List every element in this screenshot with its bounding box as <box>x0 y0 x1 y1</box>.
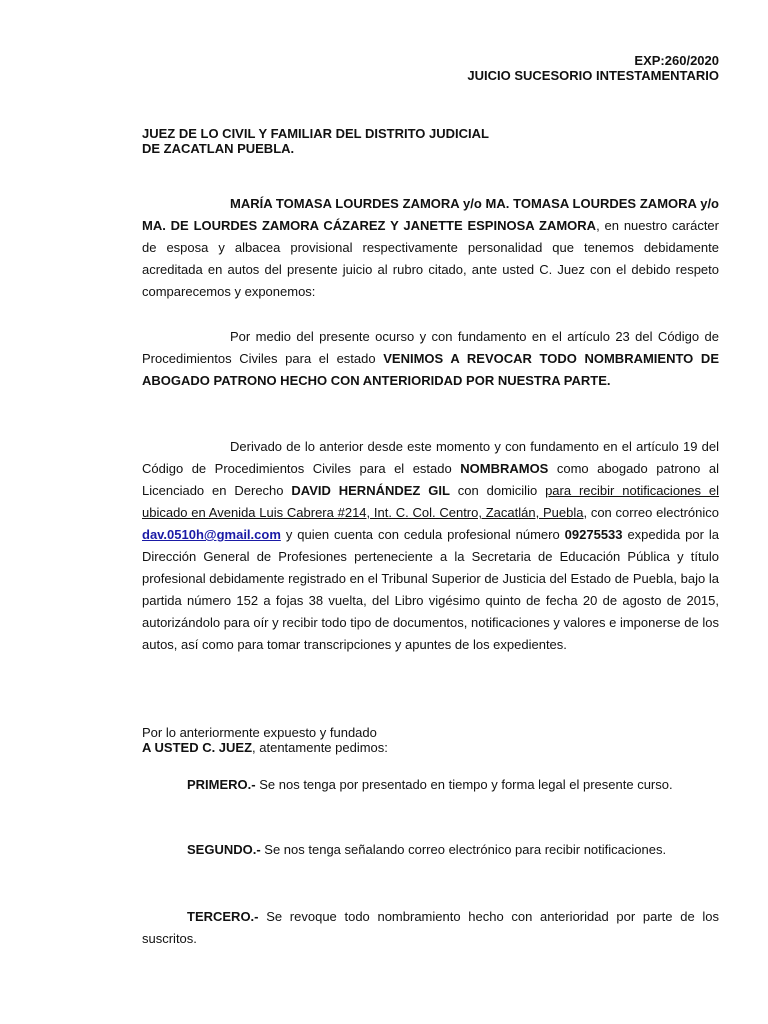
intro-paragraph <box>142 193 719 303</box>
case-type: JUICIO SUCESORIO INTESTAMENTARIO <box>467 68 719 83</box>
professional-license-number: 09275533 <box>564 527 623 542</box>
petition-item <box>142 774 719 796</box>
closing-line-2 <box>142 740 719 755</box>
appointment-text-3: con domicilio <box>449 483 546 498</box>
petition-label: SEGUNDO.- <box>187 842 261 857</box>
petition-label: TERCERO.- <box>187 909 259 924</box>
revocation-text: Por medio del presente ocurso y con fundamento en el artículo 23 del Código de Procedimientos Civiles para el estado <box>142 329 719 366</box>
petition-item <box>142 839 719 861</box>
notification-address: para recibir notificaciones el ubicado en Avenida Luis Cabrera #214, Int. C. Col. Centro, Zacatlán, Puebla <box>142 483 720 520</box>
case-header <box>467 53 719 83</box>
revocation-statement: VENIMOS A REVOCAR TODO NOMBRAMIENTO DE ABOGADO PATRONO HECHO CON ANTERIORIDAD POR NUESTRA PARTE. <box>142 351 719 388</box>
lawyer-name: DAVID HERNÁNDEZ GIL <box>291 483 450 498</box>
addressee <box>142 126 642 156</box>
case-number: EXP:260/2020 <box>634 53 719 68</box>
appointment-text-1: Derivado de lo anterior desde este momento y con fundamento en el artículo 19 del Código de Procedimientos Civiles para el estado <box>142 439 719 476</box>
appoint-keyword: NOMBRAMOS <box>460 461 549 476</box>
appointment-text-2: como abogado patrono al Licenciado en Derecho <box>142 461 719 498</box>
appointment-text-4: , con correo electrónico <box>583 505 720 520</box>
addressee-line-1: JUEZ DE LO CIVIL Y FAMILIAR DEL DISTRITO JUDICIAL <box>142 126 489 141</box>
petitioner-names: MARÍA TOMASA LOURDES ZAMORA y/o MA. TOMASA LOURDES ZAMORA y/o MA. DE LOURDES ZAMORA CÁZAREZ Y JANETTE ESPINOSA ZAMORA <box>142 196 719 233</box>
petition-label: PRIMERO.- <box>187 777 256 792</box>
intro-text: , en nuestro carácter de esposa y albacea provisional respectivamente personalidad que tenemos debidamente acreditada en autos del presente juicio al rubro citado, ante usted C. Juez con el debido respeto comparecemos y exponemos: <box>142 218 719 299</box>
addressee-line-2: DE ZACATLAN PUEBLA. <box>142 141 295 156</box>
appointment-text-5: y quien cuenta con cedula profesional número <box>280 527 565 542</box>
closing-request: , atentamente pedimos: <box>252 740 388 755</box>
petition-text: Se nos tenga señalando correo electrónico para recibir notificaciones. <box>260 842 667 857</box>
closing-line-1: Por lo anteriormente expuesto y fundado <box>142 725 377 740</box>
petition-text: Se nos tenga por presentado en tiempo y forma legal el presente curso. <box>255 777 673 792</box>
judge-address: A USTED C. JUEZ <box>142 740 253 755</box>
revocation-paragraph <box>142 326 719 392</box>
petition-item <box>142 906 719 950</box>
email-link[interactable]: dav.0510h@gmail.com <box>142 527 281 542</box>
petition-text: Se revoque todo nombramiento hecho con anterioridad por parte de los suscritos. <box>142 909 719 946</box>
appointment-paragraph <box>142 436 719 656</box>
appointment-text-6: expedida por la Dirección General de Profesiones perteneciente a la Secretaria de Educación Pública y título profesional debidamente registrado en el Tribunal Superior de Justicia del Estado de Puebla, bajo la partida número 152 a fojas 38 vuelta, del Libro vigésimo quinto de fecha 20 de agosto de 2015, autorizándolo para oír y recibir todo tipo de documentos, notificaciones y valores e imponerse de los autos, así como para tomar transcripciones y apuntes de los expedientes. <box>142 527 719 652</box>
closing-block <box>142 725 719 755</box>
